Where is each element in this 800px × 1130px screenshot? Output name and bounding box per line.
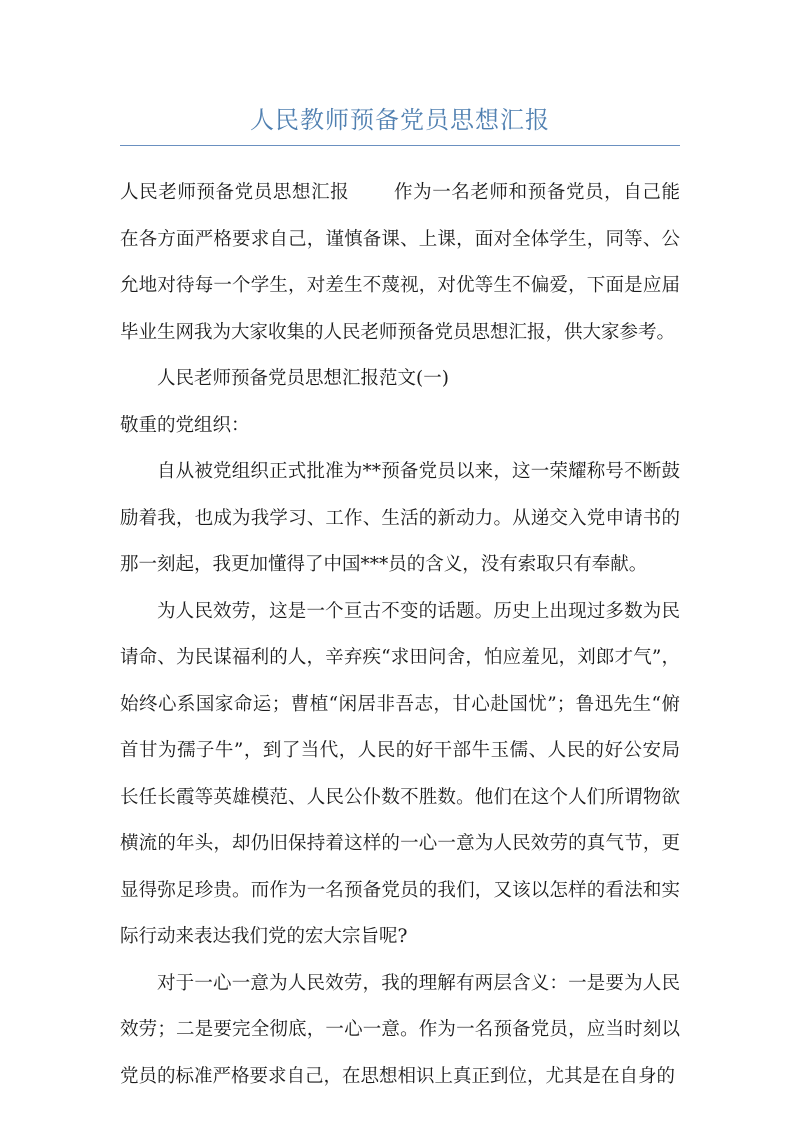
intro-paragraph: 人民老师预备党员思想汇报 作为一名老师和预备党员，自己能在各方面严格要求自己，谨慎备课、上课，面对全体学生，同等、公允地对待每一个学生，对差生不蔑视，对优等生不偏爱，下面是应届毕业生网我为大家收集的人民老师预备党员思想汇报，供大家参考。 <box>120 182 680 343</box>
title-divider <box>120 145 680 146</box>
body-paragraph: 自从被党组织正式批准为**预备党员以来，这一荣耀称号不断鼓励着我，也成为我学习、工作、生活的新动力。从递交入党申请书的那一刻起，我更加懂得了中国***员的含义，没有索取只有奉献。 <box>120 461 680 575</box>
body-paragraph: 对于一心一意为人民效劳，我的理解有两层含义：一是要为人民效劳；二是要完全彻底，一心一意。作为一名预备党员，应当时刻以党员的标准严格要求自己，在思想相识上真正到位，尤其是在自身的 <box>120 972 680 1087</box>
document-title: 人民教师预备党员思想汇报 <box>250 106 550 134</box>
salutation: 敬重的党组织： <box>120 414 250 436</box>
body-paragraph: 为人民效劳，这是一个亘古不变的话题。历史上出现过多数为民请命、为民谋福利的人，辛弃疾“求田问舍，怕应羞见，刘郎才气”，始终心系国家命运；曹植“闲居非吾志，甘心赴国忧”；鲁迅先生“俯首甘为孺子牛”，到了当代，人民的好干部牛玉儒、人民的好公安局长任长霞等英雄模范、人民公仆数不胜数。他们在这个人们所谓物欲横流的年头，却仍旧保持着这样的一心一意为人民效劳的真气节，更显得弥足珍贵。而作为一名预备党员的我们，又该以怎样的看法和实际行动来表达我们党的宏大宗旨呢? <box>120 600 680 947</box>
section-heading: 人民老师预备党员思想汇报范文(一) <box>157 368 449 389</box>
document-body <box>120 170 680 1100</box>
